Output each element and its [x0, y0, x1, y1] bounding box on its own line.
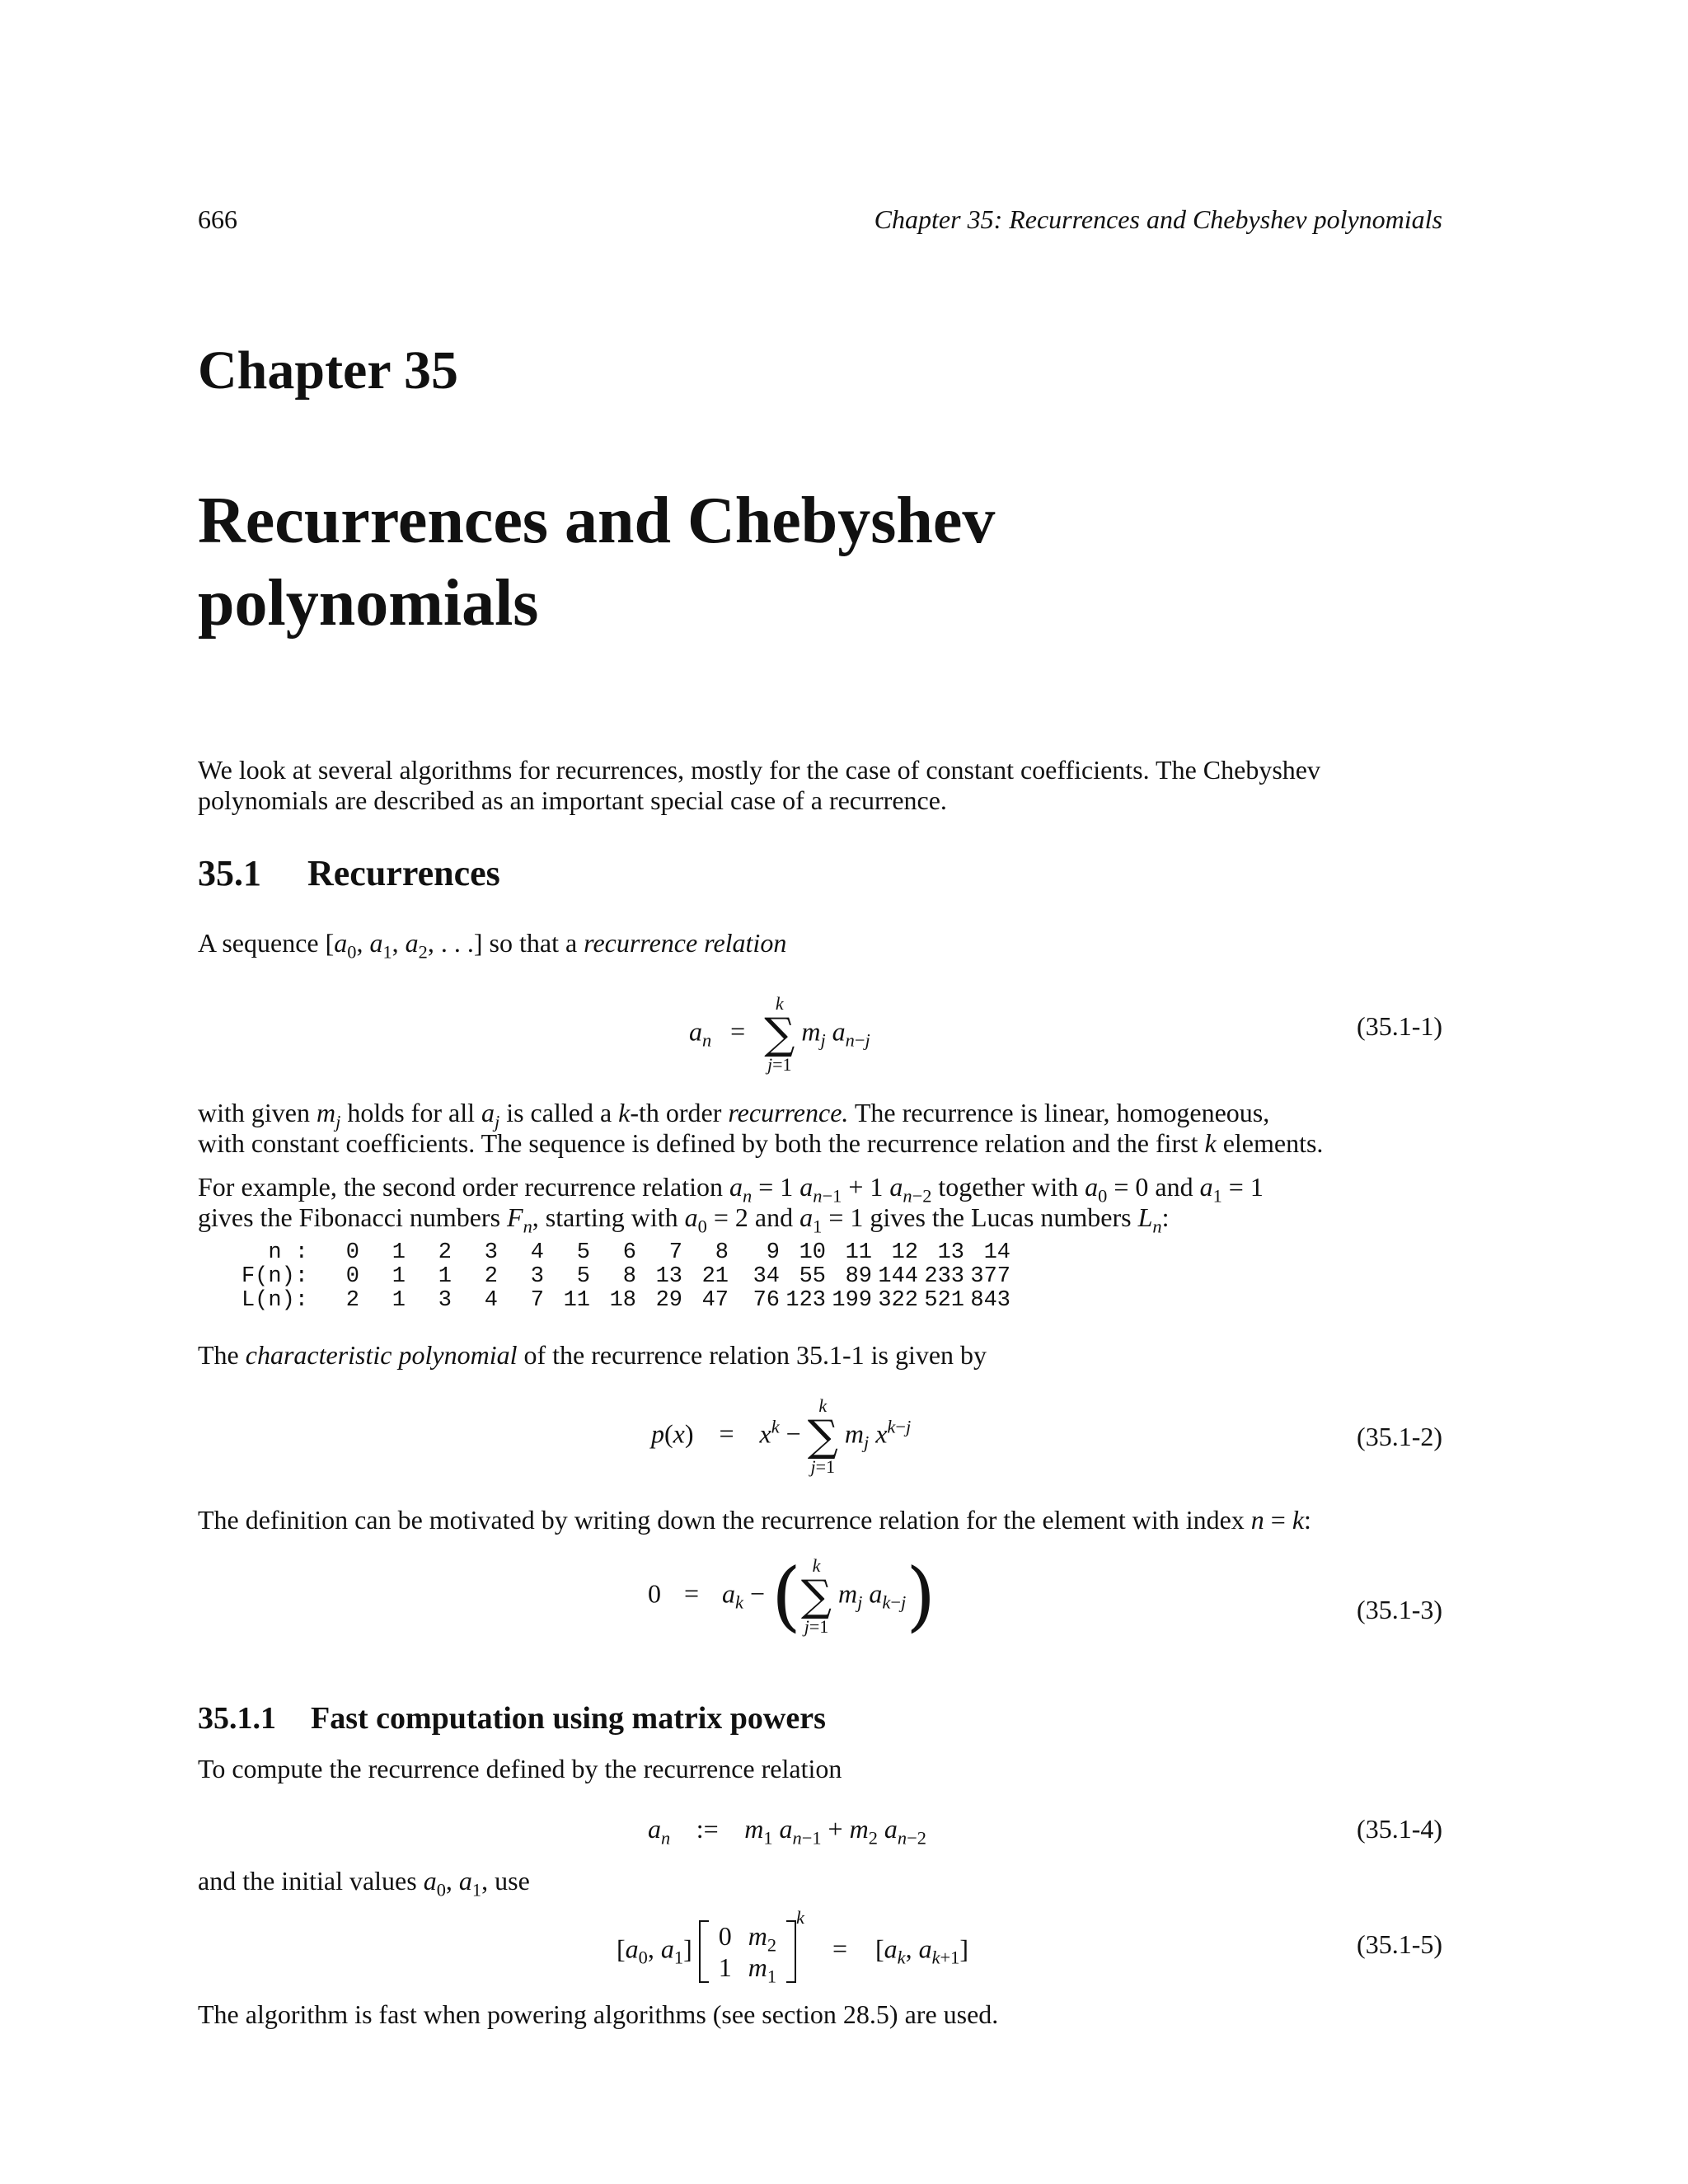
given-d: -th order — [630, 1098, 729, 1127]
equation-35-1-5: [$a_0$, $a_1$] 0 $m_2$ 1 $m_1$ $^k = [a_k$, $a_{k+1}$] — [617, 1906, 969, 1987]
table-cell: 5 — [576, 1240, 590, 1265]
given-c: is called a — [499, 1098, 619, 1127]
sequence-intro: A sequence [$a_0$, $a_1$, $a_2$, . . .] so that a recurrence relation — [198, 928, 787, 963]
algorithm-note: The algorithm is fast when powering algorithms (see section 28.5) are used. — [198, 1999, 999, 2029]
table-cell: 233 — [924, 1264, 964, 1289]
summation-symbol: k ∑ j=1 — [764, 993, 795, 1075]
chapter-title-line1: Recurrences and Chebyshev — [198, 485, 996, 557]
equation-number-3: (35.1-3) — [1357, 1595, 1442, 1624]
fib-a: gives the Fibonacci numbers — [198, 1202, 508, 1232]
recurrence-term: recurrence. — [728, 1098, 849, 1127]
char-b: of the recurrence relation 35.1-1 is given by — [517, 1340, 987, 1370]
chapter-title — [198, 480, 995, 644]
given-b: holds for all — [340, 1098, 481, 1127]
table-cell: 1 — [392, 1288, 406, 1313]
running-title: Chapter 35: Recurrences and Chebyshev polynomials — [874, 204, 1442, 234]
table-cell: 4 — [484, 1288, 498, 1313]
table-cell: 11 — [845, 1240, 872, 1265]
section-title: Recurrences — [307, 853, 500, 893]
subsection-number: 35.1.1 — [198, 1701, 276, 1736]
table-row — [239, 1265, 1010, 1289]
table-cell: 3 — [438, 1288, 452, 1313]
table-row — [239, 1241, 1010, 1265]
table-cell: 521 — [924, 1288, 964, 1313]
table-cell: 4 — [530, 1240, 544, 1265]
characteristic-polynomial-term: characteristic polynomial — [245, 1340, 518, 1370]
section-number: 35.1 — [198, 853, 261, 893]
table-cell: 55 — [799, 1264, 826, 1289]
row-label: F(n): — [241, 1264, 308, 1289]
equation-number-2: (35.1-2) — [1357, 1422, 1442, 1451]
given-e: The recurrence is linear, homogeneous, — [848, 1098, 1270, 1127]
equation-35-1-1: $a_n$ = k ∑ j=1 $m_j$ $a_{n-j}$ — [689, 993, 870, 1075]
equation-35-1-3: $0 = a_k$ − ( k ∑ j=1 $m_j$ $a_{k-j}$) — [648, 1552, 936, 1640]
table-cell: 3 — [484, 1240, 498, 1265]
example-a: For example, the second order recurrence relation — [198, 1172, 730, 1202]
table-cell: 144 — [878, 1264, 918, 1289]
table-cell: 21 — [701, 1264, 729, 1289]
example-paragraph: For example, the second order recurrence relation $a_n = 1$ $a_{n-1} + 1$ $a_{n-2}$ together with $a_0 = 0$ and $a_1 = 1$ gives the Fibonacci numbers $F_n$, starting with $a_0 = 2$ and $a_1 = 1$ gives the Lucas numbers $L_n$: — [198, 1172, 1264, 1237]
subsection-heading — [198, 1699, 826, 1737]
table-cell: 1 — [438, 1264, 452, 1289]
example-c: and — [1148, 1172, 1200, 1202]
table-cell: 7 — [530, 1288, 544, 1313]
table-cell: 9 — [766, 1240, 780, 1265]
intro-line1: We look at several algorithms for recurrences, mostly for the case of constant coefficients. The Chebyshev — [198, 755, 1320, 785]
table-cell: 34 — [753, 1264, 780, 1289]
intro-paragraph — [198, 755, 1320, 816]
chapter-label: Chapter 35 — [198, 340, 458, 401]
table-cell: 6 — [622, 1240, 636, 1265]
recurrence-definition-paragraph: with given $m_j$ holds for all $a_j$ is called a k-th order recurrence. The recurrence is linear, homogeneous, with constant coefficients. The sequence is defined by both the recurrence relation and the first k elements. — [198, 1098, 1324, 1158]
summation-symbol: k ∑ j=1 — [800, 1555, 832, 1637]
table-cell: 1 — [392, 1240, 406, 1265]
char-a: The — [198, 1340, 246, 1370]
equation-35-1-4: $a_n$ := $m_1$ $a_{n-1} + m_2$ $a_{n-2}$ — [648, 1814, 926, 1849]
table-cell: 8 — [715, 1240, 729, 1265]
table-cell: 10 — [799, 1240, 826, 1265]
table-cell: 2 — [438, 1240, 452, 1265]
table-cell: 843 — [970, 1288, 1010, 1313]
intro-line2: polynomials are described as an important special case of a recurrence. — [198, 785, 947, 815]
equation-number-1: (35.1-1) — [1357, 1011, 1442, 1041]
section-heading — [198, 852, 500, 895]
equation-number-4: (35.1-4) — [1357, 1814, 1442, 1844]
recurrence-relation-term: recurrence relation — [584, 928, 787, 958]
table-cell: 2 — [345, 1288, 359, 1313]
initial-text: and the initial values — [198, 1866, 424, 1896]
table-cell: 3 — [530, 1264, 544, 1289]
table-cell: 76 — [753, 1288, 780, 1313]
table-cell: 29 — [655, 1288, 682, 1313]
table-cell: 377 — [970, 1264, 1010, 1289]
table-cell: 0 — [345, 1264, 359, 1289]
motivation-paragraph: The definition can be motivated by writing down the recurrence relation for the element with index n = k: — [198, 1505, 1311, 1535]
table-cell: 5 — [576, 1264, 590, 1289]
characteristic-paragraph — [198, 1340, 987, 1371]
table-cell: 89 — [845, 1264, 872, 1289]
table-cell: 0 — [345, 1240, 359, 1265]
table-cell: 199 — [832, 1288, 872, 1313]
equation-number-5: (35.1-5) — [1357, 1929, 1442, 1959]
row-label: L(n): — [241, 1288, 308, 1313]
initial-values-paragraph: and the initial values $a_0$, $a_1$, use — [198, 1866, 530, 1900]
seq-intro-a: A sequence [ — [198, 928, 335, 958]
table-cell: 11 — [563, 1288, 590, 1313]
table-cell: 18 — [609, 1288, 636, 1313]
table-cell: 14 — [983, 1240, 1010, 1265]
subsection-title: Fast computation using matrix powers — [311, 1701, 826, 1736]
table-cell: 1 — [392, 1264, 406, 1289]
summation-symbol: k ∑ j=1 — [807, 1395, 838, 1477]
chapter-title-line2: polynomials — [198, 567, 539, 640]
table-cell: 322 — [878, 1288, 918, 1313]
example-b: together with — [931, 1172, 1085, 1202]
table-row — [239, 1289, 1010, 1313]
fib-b: , starting with — [532, 1202, 685, 1232]
equation-35-1-2: $p(x) = x^k$ − k ∑ j=1 $m_j$ $x^{k-j}$ — [651, 1395, 912, 1477]
fib-c: and — [748, 1202, 800, 1232]
elements-text: elements. — [1216, 1128, 1324, 1158]
constant-line: with constant coefficients. The sequence is defined by both the recurrence relation and the first — [198, 1128, 1205, 1158]
table-cell: 47 — [701, 1288, 729, 1313]
compute-paragraph: To compute the recurrence defined by the recurrence relation — [198, 1754, 842, 1783]
fib-d: gives the Lucas numbers — [863, 1202, 1138, 1232]
given-a: with given — [198, 1098, 316, 1127]
seq-intro-b: ] so that a — [473, 928, 584, 958]
table-cell: 7 — [668, 1240, 682, 1265]
table-cell: 13 — [655, 1264, 682, 1289]
page-number: 666 — [198, 204, 237, 234]
fibonacci-lucas-table — [239, 1241, 1010, 1313]
row-label: n : — [268, 1240, 308, 1265]
use-text: , use — [481, 1866, 530, 1896]
transition-matrix: 0 $m_2$ 1 $m_1$ — [699, 1920, 796, 1983]
table-cell: 2 — [484, 1264, 498, 1289]
table-cell: 8 — [622, 1264, 636, 1289]
motivate-text: The definition can be motivated by writing down the recurrence relation for the element with index — [198, 1505, 1251, 1535]
table-cell: 12 — [891, 1240, 918, 1265]
table-cell: 123 — [785, 1288, 826, 1313]
table-cell: 13 — [937, 1240, 964, 1265]
